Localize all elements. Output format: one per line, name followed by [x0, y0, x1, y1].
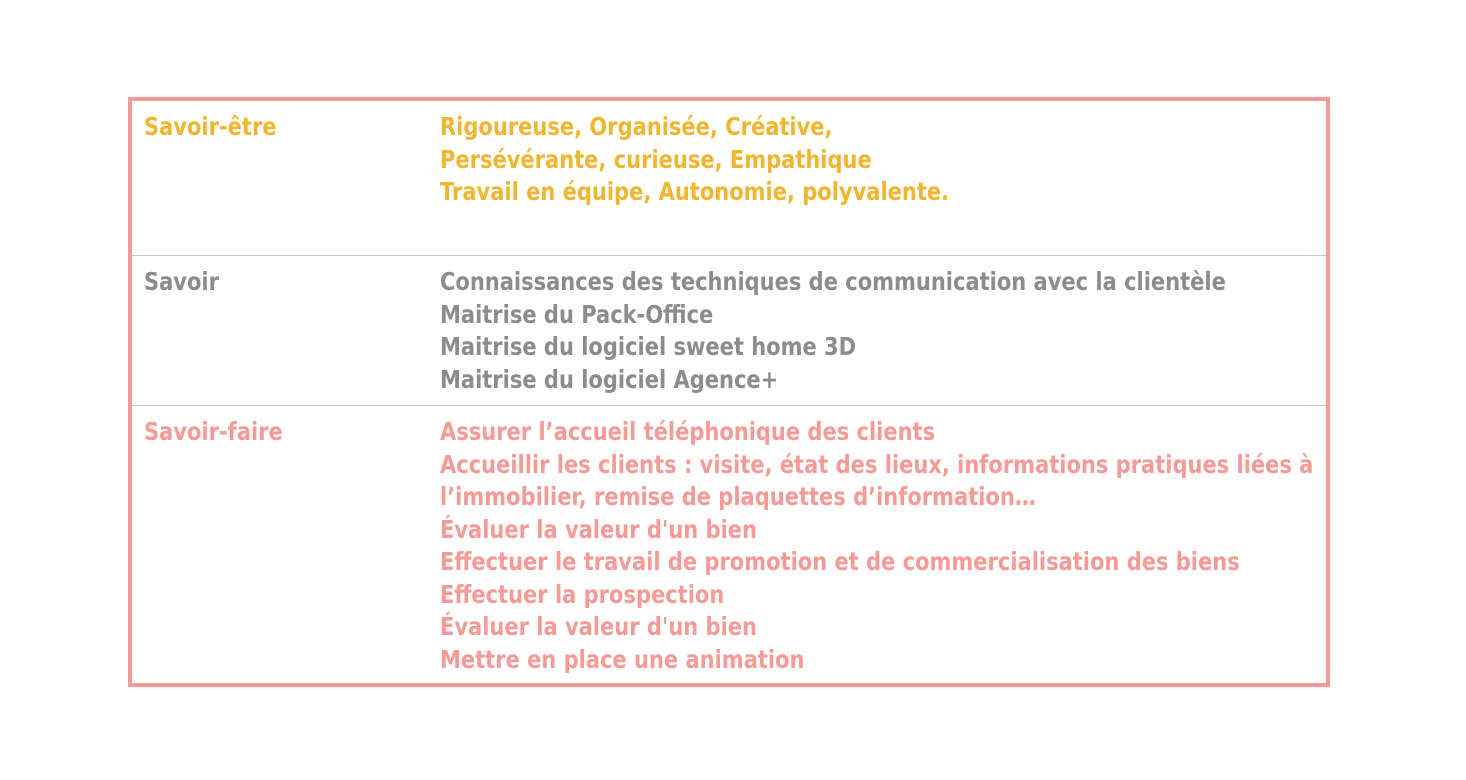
list-item: Évaluer la valeur d'un bien [440, 514, 757, 544]
row-label: Savoir-être [144, 112, 277, 141]
row-savoir [132, 255, 1326, 405]
list-item: Maitrise du Pack-Office [440, 299, 714, 329]
list-item: Effectuer le travail de promotion et de commercialisation des biens [440, 547, 1240, 576]
row-savoir-etre [132, 101, 1326, 255]
list-item: Persévérante, curieuse, Empathique [440, 144, 872, 174]
row-label: Savoir-faire [144, 417, 283, 446]
list-item: Rigoureuse, Organisée, Créative, [440, 112, 833, 141]
skills-table [128, 97, 1330, 687]
list-item: Accueillir les clients : visite, état des lieux, informations pratiques liées à [440, 449, 1314, 479]
list-item: Effectuer la prospection [440, 579, 725, 609]
list-item: Mettre en place une animation [440, 644, 805, 674]
list-item: Maitrise du logiciel Agence+ [440, 364, 779, 394]
list-item: Maitrise du logiciel sweet home 3D [440, 332, 857, 361]
row-lines [440, 111, 949, 209]
list-item: Évaluer la valeur d'un bien [440, 612, 757, 641]
row-lines [440, 266, 1226, 396]
list-item: l’immobilier, remise de plaquettes d’information… [440, 482, 1036, 511]
row-savoir-faire [132, 405, 1326, 683]
list-item: Assurer l’accueil téléphonique des clients [440, 417, 936, 446]
list-item: Travail en équipe, Autonomie, polyvalente. [440, 177, 950, 206]
row-lines [440, 416, 1313, 676]
list-item: Connaissances des techniques de communication avec la clientèle [440, 267, 1226, 296]
row-label: Savoir [144, 267, 219, 296]
